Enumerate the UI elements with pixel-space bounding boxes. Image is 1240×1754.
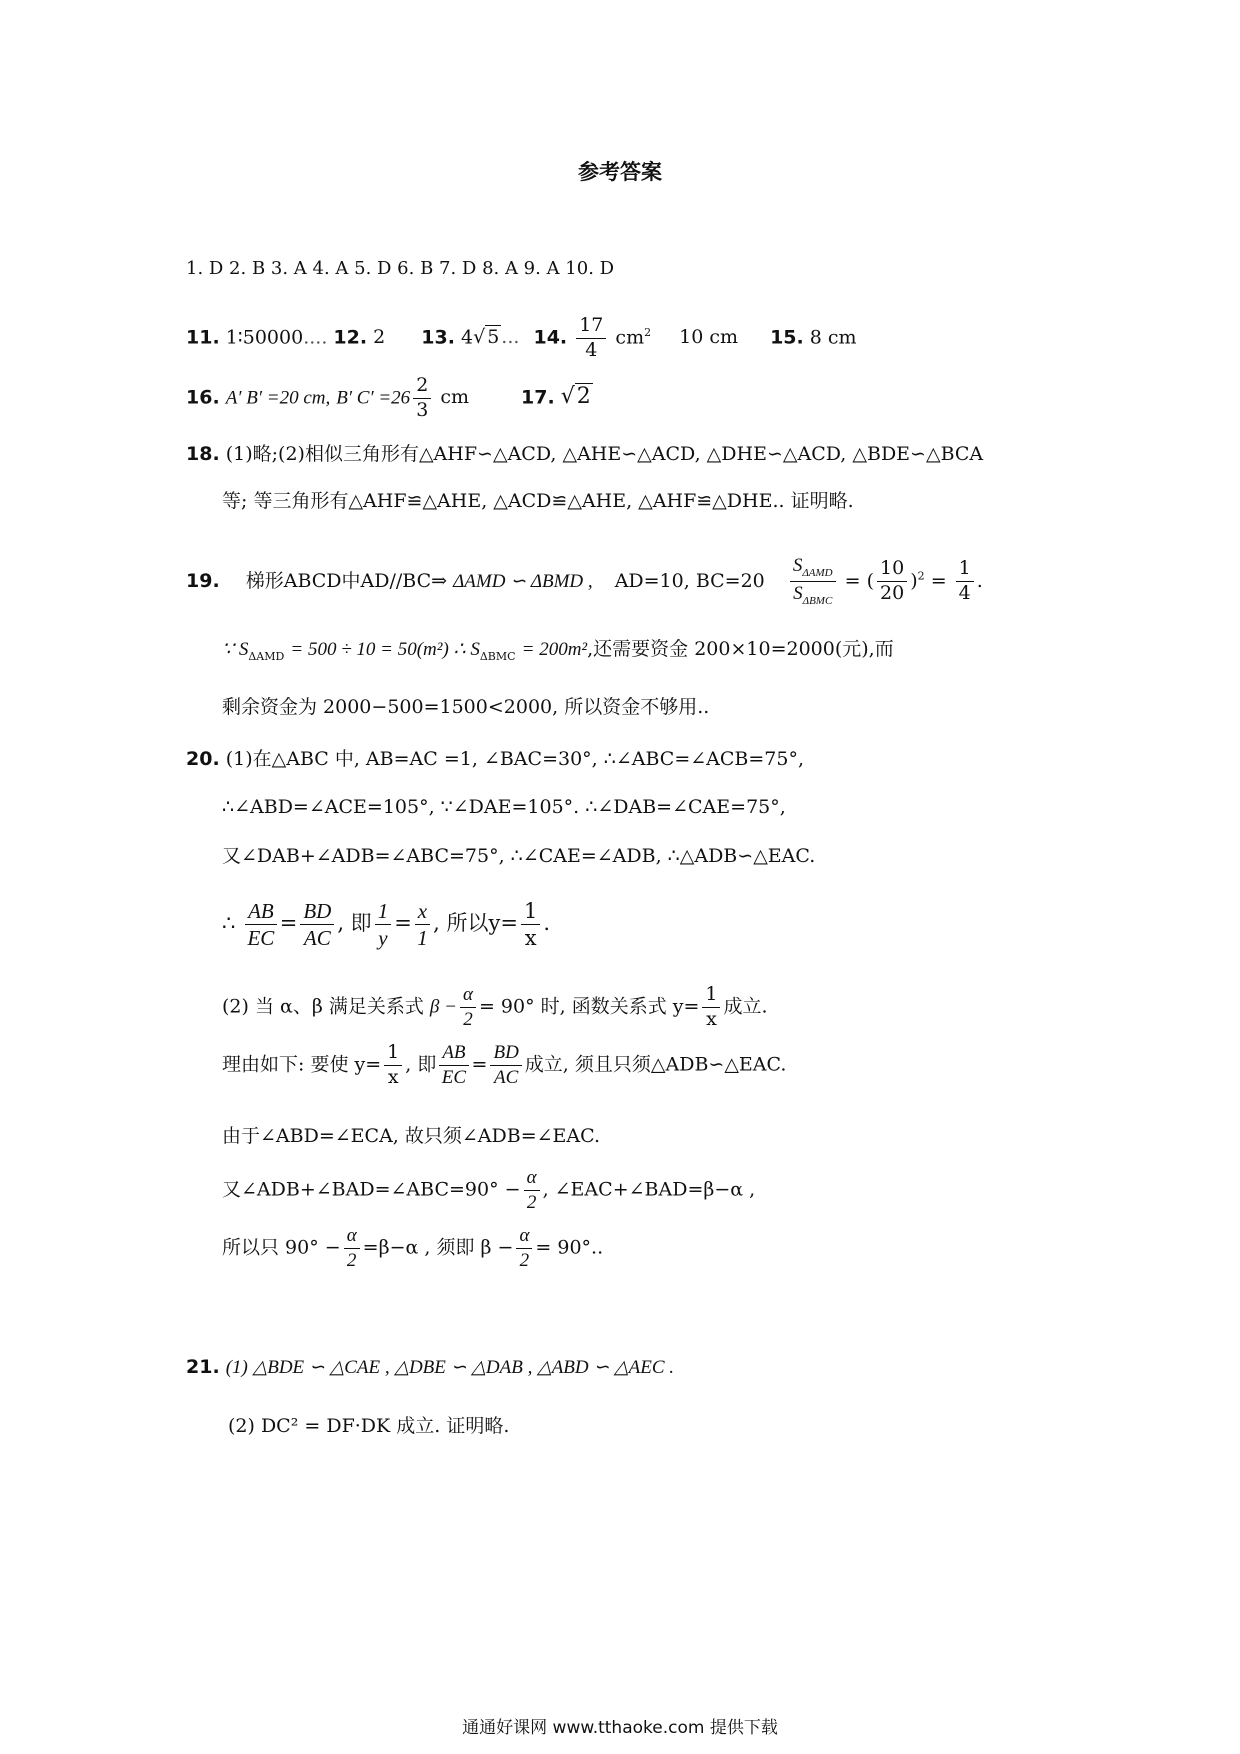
q19-result-fraction: $\frac{1}{4}$ [956,559,974,604]
q11-dots: .... [303,326,328,349]
q18-number: 18. [186,443,220,465]
q17-number: 17. [521,386,555,409]
q20-line5: (2) 当 α、β 满足关系式 β − $\frac{\alpha}{2}$ = 90° 时, 函数关系式 y= $\frac{1}{x}$ 成立. [222,983,768,1030]
q13-sqrt: √ 5 [473,326,500,349]
q20-l4-frac2: $\frac{BD}{AC}$ [300,900,334,949]
q12-answer: 2 [373,326,386,349]
q13-radicand: 5 [487,326,500,349]
q14-unit-exp: 2 [644,326,652,340]
q13-dots: ... [501,326,520,349]
q11-answer: 1∶50000 [225,326,304,349]
q17-radicand: 2 [576,384,591,410]
q20-l6-frac1: $\frac{1}{x}$ [384,1043,402,1088]
q20-l6-frac2: $\frac{AB}{EC}$ [439,1043,468,1088]
answers-11-15 [186,316,857,361]
q20-l4-frac4: $\frac{x}{1}$ [415,900,430,949]
q16-fraction [413,376,431,421]
q14-numerator: 17 [576,316,606,339]
q16-part1: A′ B′ =20 cm, [225,387,331,409]
q16-numerator: 2 [413,376,431,399]
q19-line2 [222,638,894,663]
q21-line2: (2) DC² = DF·DK 成立. 证明略. [228,1415,510,1437]
q14-fraction [576,316,606,361]
q20-line2: ∴∠ABD=∠ACE=105°, ∵∠DAE=105°. ∴∠DAB=∠CAE=75°, [222,796,786,818]
q19-l2-text: ,还需要资金 200×10=2000(元),而 [587,638,894,660]
q19-line3: 剩余资金为 2000−500=1500<2000, 所以资金不够用.. [222,696,710,718]
q20-line4: ∴ $\frac{AB}{EC}$ = $\frac{BD}{AC}$ , 即 $\frac{1}{y}$ = $\frac{x}{1}$ , 所以y= $\frac{1}{x}$ . [222,899,550,951]
q19-text-a: 梯形ABCD中AD//BC⇒ [245,569,448,592]
q19-area-bottom: $S_{\Delta BMC}$ [793,583,833,608]
mc-answers-line: 1. D 2. B 3. A 4. A 5. D 6. B 7. D 8. A 9. A 10. D [186,258,615,279]
q19-l2-math-c: = 200m² [521,639,588,660]
q16-number: 16. [186,386,220,409]
q19-area-top: $S_{\Delta AMD}$ [790,556,836,582]
q16-part2: B′ C′ =26 [336,387,411,409]
q20-l4-frac5: $\frac{1}{x}$ [521,900,540,949]
q21-text1: (1) △BDE ∽ △CAE , △DBE ∽ △DAB , △ABD ∽ △AEC . [225,1357,675,1378]
q19-l2-math-b: = 500 ÷ 10 = 50(m²) ∴ S [290,639,480,660]
q15-answer: 8 cm [809,326,857,349]
q19-line1: 19. 梯形ABCD中AD//BC⇒ ΔAMD ∽ ΔBMD , AD=10, BC=20 $S_{\Delta AMD}$ $S_{\Delta BMC}$ = ( $\frac{10}{20}$ )$^2$ = $\frac{1}{4}$ . [186,555,983,608]
q13-number: 13. [421,326,455,349]
q14-denominator: 4 [585,338,598,361]
q20-line7: 由于∠ABD=∠ECA, 故只须∠ADB=∠EAC. [222,1125,601,1147]
q20-l6-frac3: $\frac{BD}{AC}$ [490,1043,521,1088]
q14-extra: 10 cm [679,326,739,349]
q20-l9-frac1: $\frac{\alpha}{2}$ [344,1226,360,1271]
q20-line8: 又∠ADB+∠BAD=∠ABC=90° − $\frac{\alpha}{2}$ , ∠EAC+∠BAD=β−α , [222,1167,756,1213]
q18-line1 [186,443,983,466]
q20-line1 [186,748,804,771]
q18-line2: 等; 等三角形有△AHF≌△AHE, △ACD≌△AHE, △AHF≌△DHE.. 证明略. [222,490,854,512]
q18-text1: (1)略;(2)相似三角形有△AHF∽△ACD, △AHE∽△ACD, △DHE∽△ACD, △BDE∽△BCA [225,443,984,465]
q21-number: 21. [186,1356,220,1378]
q16-unit: cm [440,386,469,409]
q20-line3: 又∠DAB+∠ADB=∠ABC=75°, ∴∠CAE=∠ADB, ∴△ADB∽△EAC. [222,845,816,867]
q14-unit: cm [615,326,645,349]
q20-l9-frac2: $\frac{\alpha}{2}$ [516,1226,532,1271]
q13-coef: 4 [461,326,474,349]
q17-sqrt: √2 [560,384,591,410]
q19-l2-sub-a: ΔAMD [248,649,285,663]
q20-l5-frac2: $\frac{1}{x}$ [702,985,720,1030]
q20-l4-frac3: $\frac{1}{y}$ [375,900,392,949]
q20-text1: (1)在△ABC 中, AB=AC =1, ∠BAC=30°, ∴∠ABC=∠ACB=75°, [225,748,805,770]
q11-number: 11. [186,326,220,349]
q16-denominator: 3 [416,398,429,421]
q19-number: 19. [186,569,220,592]
q19-l2-sub-b: ΔBMC [479,649,516,663]
q20-number: 20. [186,748,220,770]
q15-number: 15. [770,326,804,349]
answers-16-17 [186,376,593,421]
q12-number: 12. [333,326,368,349]
q19-exp: 2 [917,569,925,583]
q19-given: AD=10, BC=20 [614,569,765,592]
q19-area-ratio [790,556,836,608]
q19-l2-math-a: ∵ S [222,639,249,660]
q19-ratio-fraction: $\frac{10}{20}$ [877,559,907,604]
q20-line9: 所以只 90° − $\frac{\alpha}{2}$ =β−α , 须即 β − $\frac{\alpha}{2}$ = 90°.. [222,1225,604,1271]
q20-l8-frac: $\frac{\alpha}{2}$ [524,1168,540,1213]
q21-line1 [186,1356,674,1380]
q20-l4-frac1: $\frac{AB}{EC}$ [245,900,277,949]
q19-similarity: ΔAMD ∽ ΔBMD , [453,570,593,592]
page-footer: 通通好课网 www.tthaoke.com 提供下载 [462,1718,778,1738]
page-title: 参考答案 [578,160,662,184]
q20-l5-frac1: $\frac{\alpha}{2}$ [460,985,476,1030]
q20-line6: 理由如下: 要使 y= $\frac{1}{x}$ , 即 $\frac{AB}{EC}$ = $\frac{BD}{AC}$ 成立, 须且只须△ADB∽△EAC. [222,1041,787,1088]
q19-eq: = ( [844,569,875,592]
q14-number: 14. [533,326,568,349]
